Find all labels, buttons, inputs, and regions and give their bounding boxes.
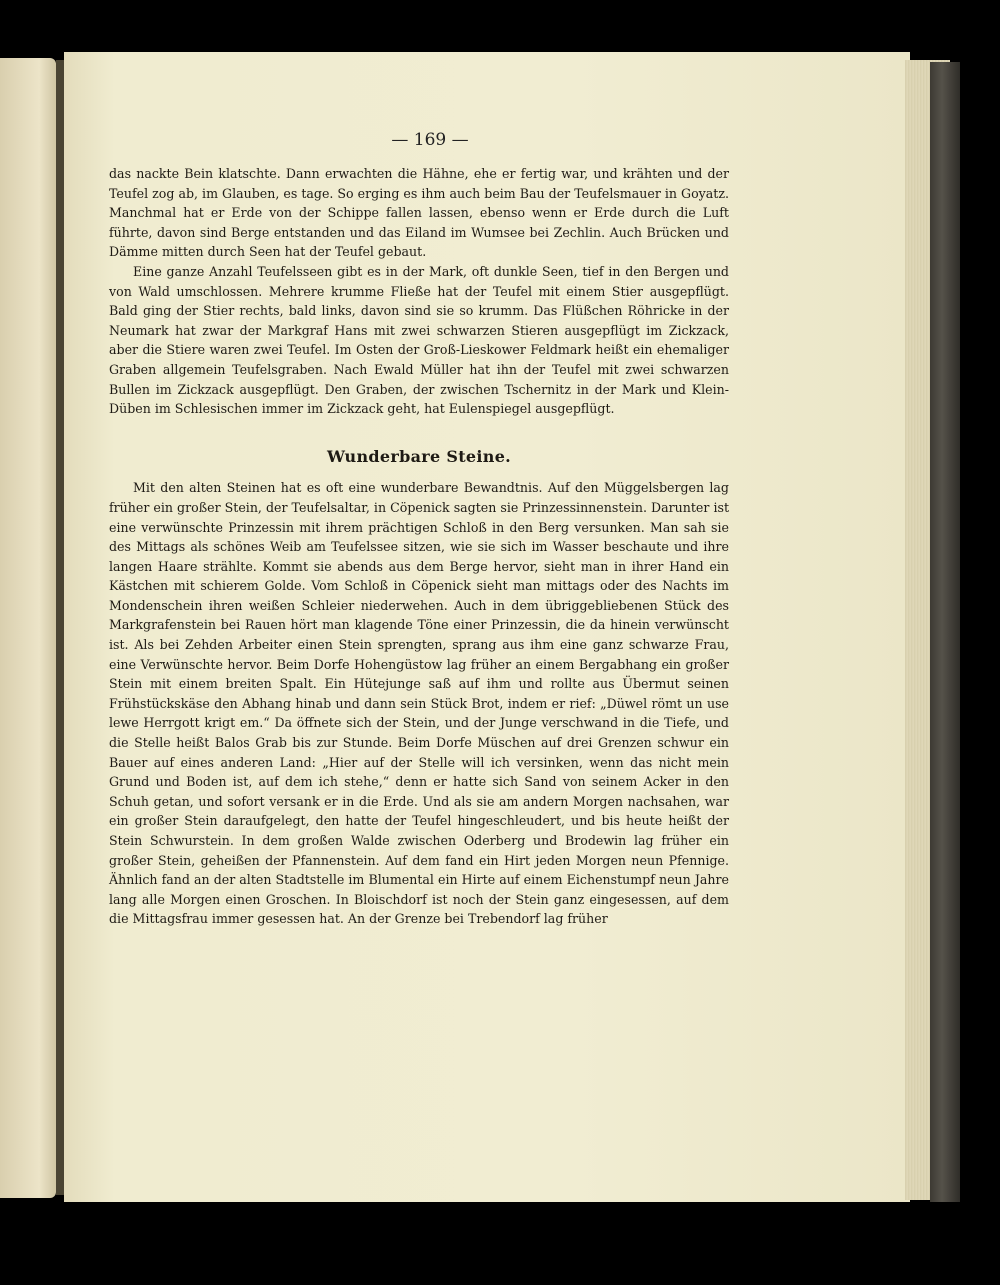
paragraph-1: das nackte Bein klatschte. Dann erwachten die Hähne, ehe er fertig war, und krähten und der Teufel zog ab, im Glauben, es tage. So erging es ihm auch beim Bau der Teufelsmauer in Goyatz. Manchmal hat er Erde von der Schippe fallen lassen, ebenso wenn er Erde durch die Luft führte, davon sind Berge entstanden und das Eiland im Wumsee bei Zechlin. Auch Brücken und Dämme mitten durch Seen hat der Teufel gebaut. xyxy=(109,166,729,260)
book-gutter xyxy=(56,60,64,1195)
section-heading: Wunderbare Steine. xyxy=(326,446,512,466)
paragraph-3: Mit den alten Steinen hat es oft eine wunderbare Bewandtnis. Auf den Müggelsbergen lag früher ein großer Stein, der Teufelsaltar, in Cöpenick sagten sie Prinzessinnenstein. Darunter ist eine verwünschte Prinzessin mit ihrem prächtigen Schloß in den Berg versunken. Man sah sie des Mittags als schönes Weib am Teufelssee sitzen, wie sie sich im Wasser beschaute und ihre langen Haare strählte. Kommt sie abends aus dem Berge hervor, sieht man in ihrer Hand ein Kästchen mit schierem Golde. Vom Schloß in Cöpenick sieht man mittags oder des Nachts im Mondenschein ihren weißen Schleier niederwehen. Auch in dem übriggebliebenen Stück des Markgrafenstein bei Rauen hört man klagende Töne einer Prinzessin, die da hinein verwünscht ist. Als bei Zehden Arbeiter einen Stein sprengten, sprang aus ihm eine ganz schwarze Frau, eine Verwünschte hervor. Beim Dorfe Hohengüstow lag früher an einem Bergabhang ein großer Stein mit einem breiten Spalt. Ein Hütejunge saß auf ihm und rollte aus Übermut seinen Frühstückskäse den Abhang hinab und dann sein Stück Brot, indem er rief: „Düwel römt un use lewe Herrgott krigt em.“ Da öffnete sich der Stein, und der Junge verschwand in die Tiefe, und die Stelle heißt Balos Grab bis zur Stunde. Beim Dorfe Müschen auf drei Grenzen schwur ein Bauer auf eines anderen Land: „Hier auf der Stelle will ich versinken, wenn das nicht mein Grund und Boden ist, auf dem ich stehe,“ denn er hatte sich Sand von seinem Acker in den Schuh getan, und sofort versank er in die Erde. Und als sie am andern Morgen nachsahen, war ein großer Stein daraufgelegt, den hatte der Teufel hingeschleudert, und bis heute heißt der Stein Schwurstein. In dem großen Walde zwischen Oderberg und Brodewin lag früher ein großer Stein, geheißen der Pfannenstein. Auf dem fand ein Hirt jeden Morgen neun Pfennige. Ähnlich fand an der alten Stadtstelle im Blumental ein Hirte auf einem Eichenstumpf neun Jahre lang alle Morgen einen Groschen. In Bloischdorf ist noch der Stein ganz eingesessen, auf dem die Mittagsfrau immer gesessen hat. An der Grenze bei Trebendorf lag früher xyxy=(109,480,729,927)
left-page-edge xyxy=(0,58,56,1198)
book-cover-edge xyxy=(930,62,960,1202)
page-text xyxy=(109,164,729,929)
paragraph-2: Eine ganze Anzahl Teufelsseen gibt es in der Mark, oft dunkle Seen, tief in den Bergen und von Wald umschlossen. Mehrere krumme Fließe hat der Teufel mit einem Stier ausgepflügt. Bald ging der Stier rechts, bald links, davon sind sie so krumm. Das Flüßchen Röhricke in der Neumark hat zwar der Markgraf Hans mit zwei schwarzen Stieren ausgepflügt im Zickzack, aber die Stiere waren zwei Teufel. Im Osten der Groß-Lieskower Feldmark heißt ein ehemaliger Graben allgemein Teufelsgraben. Nach Ewald Müller hat ihn der Teufel mit zwei schwarzen Bullen im Zickzack ausgepflügt. Den Graben, der zwischen Tschernitz in der Mark und Klein-Düben im Schlesischen immer im Zickzack geht, hat Eulenspiegel ausgepflügt. xyxy=(109,263,729,417)
page-number: — 169 — xyxy=(391,130,469,150)
